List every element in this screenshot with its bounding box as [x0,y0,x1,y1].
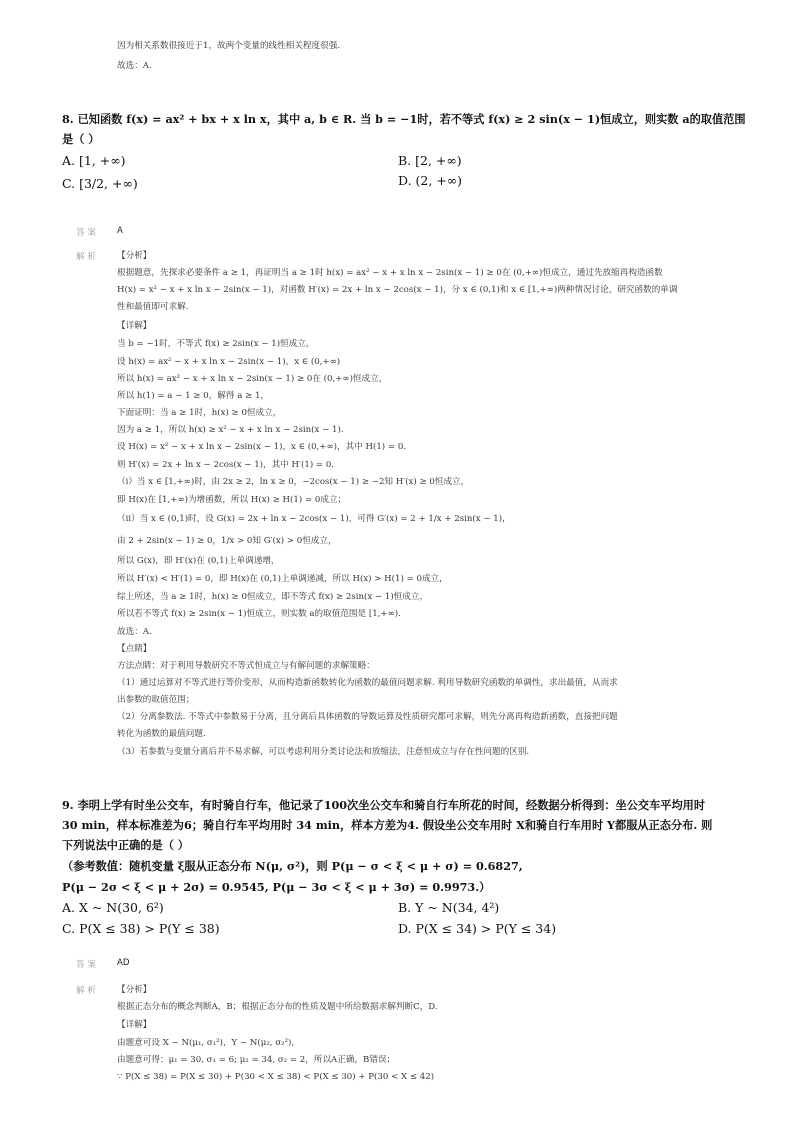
q8-answer-value: A [117,226,123,236]
q9-option-c[interactable]: C. P(X ≤ 38) > P(Y ≤ 38) [62,921,220,936]
q9-answer-value: AD [117,958,130,968]
q9-analysis-line: 【详解】 [117,1020,152,1030]
q8-analysis-line: 故选：A. [117,627,152,637]
q8-analysis-line: 出参数的取值范围； [117,695,195,705]
q9-answer-label: 答 案 [76,960,96,970]
q8-analysis-line: 因为 a ≥ 1，所以 h(x) ≥ x² − x + x ln x − 2sin(x − 1). [117,425,344,435]
q8-analysis-line: 设 H(x) = x² − x + x ln x − 2sin(x − 1)，x ∈ (0,+∞)，其中 H(1) = 0. [117,442,407,452]
prev-choice-line: 故选：A. [117,61,152,71]
q8-analysis-line: 所以 H′(x) < H′(1) = 0，即 H(x)在 (0,1)上单调递减，所以 H(x) > H(1) = 0成立， [117,574,448,584]
q8-analysis-label: 解 析 [76,252,96,262]
q8-analysis-line: 则 H′(x) = 2x + ln x − 2cos(x − 1)，其中 H′(1) = 0. [117,460,335,470]
q9-reference-line2: P(μ − 2σ < ξ < μ + 2σ) = 0.9545, P(μ − 3σ < ξ < μ + 3σ) = 0.9973.） [62,880,491,894]
q8-analysis-line: 所以 h(1) = a − 1 ≥ 0，解得 a ≥ 1， [117,391,270,401]
q9-reference-line1: （参考数值：随机变量 ξ服从正态分布 N(μ, σ²)，则 P(μ − σ < ξ < μ + σ) = 0.6827, [62,859,523,873]
q8-analysis-line: 设 h(x) = ax² − x + x ln x − 2sin(x − 1)，x ∈ (0,+∞) [117,357,341,367]
q9-analysis-line: 根据正态分布的概念判断A，B；根据正态分布的性质及题中所给数据求解判断C，D. [117,1002,438,1012]
q9-stem-line3: 下列说法中正确的是（ ） [62,838,189,852]
q8-analysis-line: 当 b = −1时，不等式 f(x) ≥ 2sin(x − 1)恒成立， [117,339,315,349]
q8-analysis-line: 所以若不等式 f(x) ≥ 2sin(x − 1)恒成立，则实数 a的取值范围是 [1,+∞). [117,609,401,619]
q8-option-b[interactable]: B. [2, +∞) [398,153,462,168]
q9-option-a[interactable]: A. X ~ N(30, 6²) [62,900,164,915]
q9-analysis-label: 解 析 [76,986,96,996]
q9-stem-line2: 30 min，样本标准差为6；骑自行车平均用时 34 min，样本方差为4. 假设坐公交车用时 X和骑自行车用时 Y都服从正态分布. 则 [62,818,713,832]
q8-stem-line1: 8. 已知函数 f(x) = ax² + bx + x ln x，其中 a, b ∈ R. 当 b = −1时，若不等式 f(x) ≥ 2 sin(x − 1)恒成立，则实数 a的取值范围 [62,112,746,126]
q8-analysis-line: 【点睛】 [117,644,152,654]
prev-conclusion-line: 因为相关系数很接近于1，故两个变量的线性相关程度很强. [117,41,341,51]
q8-analysis-line: 下面证明：当 a ≥ 1时，h(x) ≥ 0恒成立， [117,408,282,418]
q8-analysis-line: 即 H(x)在 [1,+∞)为增函数，所以 H(x) ≥ H(1) = 0成立； [117,495,347,505]
q9-analysis-line: ∵ P(X ≤ 38) = P(X ≤ 30) + P(30 < X ≤ 38) < P(X ≤ 30) + P(30 < X ≤ 42) [117,1072,435,1082]
q8-analysis-line: H(x) = x² − x + x ln x − 2sin(x − 1)，对函数 H′(x) = 2x + ln x − 2cos(x − 1)，分 x ∈ (0,1)和 x ∈ [1,+∞)两种情况讨论，研究函数的单调 [117,285,678,295]
q8-analysis-line: （i）当 x ∈ [1,+∞)时，由 2x ≥ 2，ln x ≥ 0，−2cos(x − 1) ≥ −2知 H′(x) ≥ 0恒成立， [117,477,470,487]
q9-analysis-line: 【分析】 [117,985,152,995]
q8-analysis-line: 由 2 + 2sin(x − 1) ≥ 0，1/x > 0知 G′(x) > 0恒成立， [117,536,337,546]
q9-option-b[interactable]: B. Y ~ N(34, 4²) [398,900,500,915]
q9-analysis-line: 由题意可得：μ₁ = 30, σ₁ = 6; μ₂ = 34, σ₂ = 2，所以A正确，B错误； [117,1055,396,1065]
q8-analysis-line: 根据题意，先探求必要条件 a ≥ 1，再证明当 a ≥ 1时 h(x) = ax² − x + x ln x − 2sin(x − 1) ≥ 0在 (0,+∞)恒成立，通过先放缩再构造函数 [117,268,663,278]
q8-analysis-line: 【详解】 [117,321,152,331]
q8-analysis-line: （ii）当 x ∈ (0,1)时，设 G(x) = 2x + ln x − 2cos(x − 1)，可得 G′(x) = 2 + 1/x + 2sin(x − 1)， [117,514,511,524]
q8-analysis-line: 转化为函数的最值问题. [117,729,206,739]
q8-analysis-line: 综上所述，当 a ≥ 1时，h(x) ≥ 0恒成立，即不等式 f(x) ≥ 2sin(x − 1)恒成立， [117,592,429,602]
q8-analysis-line: 所以 G(x)，即 H′(x)在 (0,1)上单调递增， [117,556,280,566]
q8-analysis-line: 性和最值即可求解. [117,302,189,312]
q8-answer-label: 答 案 [76,228,96,238]
q9-stem-line1: 9. 李明上学有时坐公交车，有时骑自行车，他记录了100次坐公交车和骑自行车所花的时间，经数据分析得到：坐公交车平均用时 [62,798,706,812]
q8-analysis-line: 方法点睛：对于利用导数研究不等式恒成立与有解问题的求解策略： [117,661,375,671]
q8-analysis-line: 【分析】 [117,251,152,261]
q8-stem-line2: 是（ ） [62,132,100,146]
q8-option-a[interactable]: A. [1, +∞) [62,153,126,168]
q8-analysis-line: （3）若参数与变量分离后并不易求解，可以考虑利用分类讨论法和放缩法，注意恒成立与存在性问题的区别. [117,747,530,757]
q9-analysis-line: 由题意可设 X ~ N(μ₁, σ₁²)，Y ~ N(μ₂, σ₂²)， [117,1038,300,1048]
q8-option-d[interactable]: D. (2, +∞) [398,173,463,188]
q8-analysis-line: 所以 h(x) = ax² − x + x ln x − 2sin(x − 1) ≥ 0在 (0,+∞)恒成立， [117,374,388,384]
q9-option-d[interactable]: D. P(X ≤ 34) > P(Y ≤ 34) [398,921,557,936]
q8-analysis-line: （2）分离参数法. 不等式中参数易于分离，且分离后具体函数的导数运算及性质研究都可求解，则先分离再构造新函数，直接把问题 [117,712,618,722]
q8-option-c[interactable]: C. [3/2, +∞) [62,176,138,191]
q8-analysis-line: （1）通过运算对不等式进行等价变形，从而构造新函数转化为函数的最值问题求解. 利用导数研究函数的单调性，求出最值，从而求 [117,678,618,688]
